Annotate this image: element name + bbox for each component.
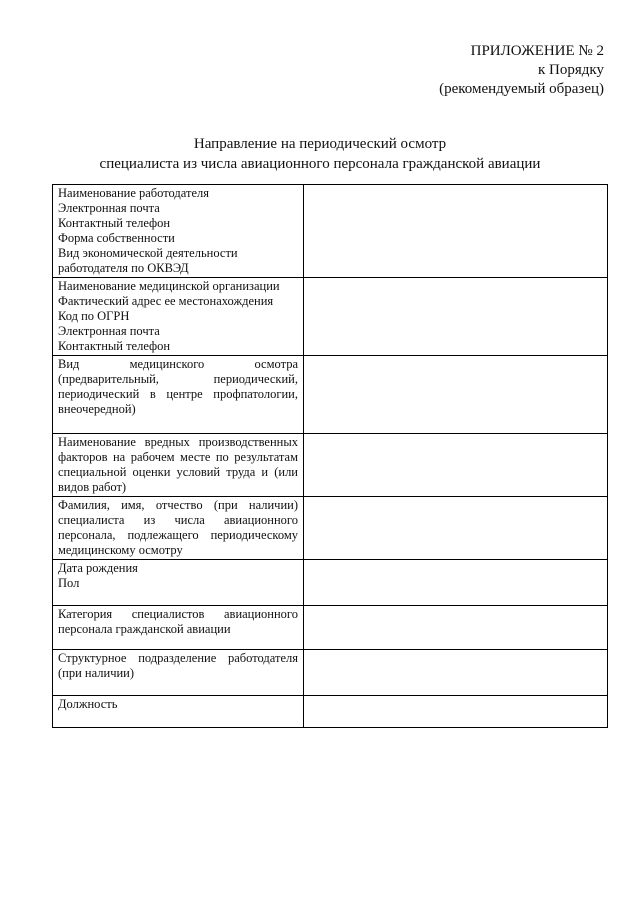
- birth-sex-field[interactable]: [304, 560, 608, 606]
- table-row: [53, 278, 608, 356]
- specialist-name-label: [53, 497, 304, 560]
- table-row: [53, 185, 608, 278]
- medical-org-email-label: Электронная почта: [58, 324, 160, 338]
- specialist-name-field[interactable]: [304, 497, 608, 560]
- employer-name-label: Наименование работодателя: [58, 186, 210, 200]
- ogrn-code-label: Код по ОГРН: [58, 309, 130, 323]
- document-title-line-2: специалиста из числа авиационного персонала гражданской авиации: [99, 156, 541, 172]
- structural-unit-label: [53, 650, 304, 696]
- exam-type-field[interactable]: [304, 356, 608, 434]
- birth-date-label: Дата рождения: [58, 561, 138, 575]
- specialist-category-label: [53, 606, 304, 650]
- table-row: [53, 696, 608, 728]
- position-label: [53, 696, 304, 728]
- harmful-factors-text: Наименование вредных производственных факторов на рабочем месте по результатам специальной оценки условий труда и (или видов работ): [58, 435, 298, 494]
- medical-org-info-label: [53, 278, 304, 356]
- document-title: [0, 134, 640, 174]
- exam-type-text: Вид медицинского осмотра (предварительный, периодический, периодический в центре профпатологии, внеочередной): [58, 357, 298, 416]
- position-text: Должность: [58, 697, 118, 711]
- referral-form-table: [52, 184, 608, 728]
- table-row: [53, 356, 608, 434]
- employer-info-field[interactable]: [304, 185, 608, 278]
- table-row: [53, 650, 608, 696]
- employer-email-label: Электронная почта: [58, 201, 160, 215]
- sex-label: Пол: [58, 576, 80, 590]
- table-row: [53, 606, 608, 650]
- structural-unit-field[interactable]: [304, 650, 608, 696]
- economic-activity-label: Вид экономической деятельности: [58, 246, 238, 260]
- structural-unit-text: Структурное подразделение работодателя (при наличии): [58, 651, 298, 680]
- table-row: [53, 497, 608, 560]
- specialist-category-text: Категория специалистов авиационного персонала гражданской авиации: [58, 607, 298, 636]
- okved-label: работодателя по ОКВЭД: [58, 261, 189, 275]
- birth-sex-label: [53, 560, 304, 606]
- appendix-sample-note: (рекомендуемый образец): [439, 81, 604, 97]
- document-title-line-1: Направление на периодический осмотр: [193, 136, 447, 152]
- employer-info-label: [53, 185, 304, 278]
- medical-org-phone-label: Контактный телефон: [58, 339, 171, 353]
- ownership-form-label: Форма собственности: [58, 231, 175, 245]
- specialist-name-text: Фамилия, имя, отчество (при наличии) специалиста из числа авиационного персонала, подлежащего периодическому медицинскому осмотру: [58, 498, 298, 557]
- position-field[interactable]: [304, 696, 608, 728]
- employer-phone-label: Контактный телефон: [58, 216, 171, 230]
- harmful-factors-field[interactable]: [304, 434, 608, 497]
- medical-org-address-label: Фактический адрес ее местонахождения: [58, 294, 274, 308]
- medical-org-name-label: Наименование медицинской организации: [58, 279, 280, 293]
- table-row: [53, 434, 608, 497]
- exam-type-label: [53, 356, 304, 434]
- appendix-reference: к Порядку: [538, 62, 604, 78]
- medical-org-info-field[interactable]: [304, 278, 608, 356]
- appendix-number: ПРИЛОЖЕНИЕ № 2: [470, 43, 604, 59]
- harmful-factors-label: [53, 434, 304, 497]
- appendix-header: [439, 42, 604, 99]
- specialist-category-field[interactable]: [304, 606, 608, 650]
- table-row: [53, 560, 608, 606]
